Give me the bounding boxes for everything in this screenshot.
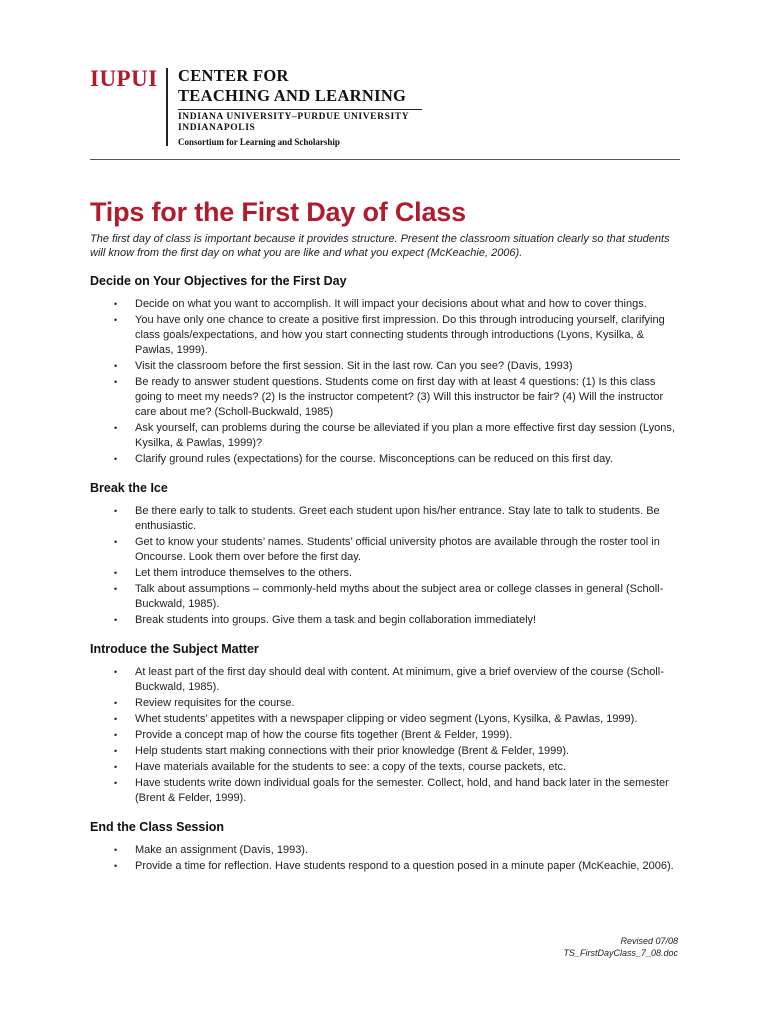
iupui-logo: IUPUI [90, 66, 158, 91]
bullet-icon: • [114, 615, 118, 625]
list-item [90, 859, 680, 874]
bullet-icon: • [114, 861, 118, 871]
list-item [90, 665, 680, 695]
bullet-icon: • [114, 714, 118, 724]
list-item-text: Have materials available for the students to see: a copy of the texts, course packets, etc. [135, 761, 567, 773]
logo-divider [166, 68, 168, 146]
list-item [90, 712, 680, 727]
list-item [90, 375, 680, 420]
bullet-icon: • [114, 730, 118, 740]
list-item-text: You have only one chance to create a positive first impression. Do this through introducing yourself, clarifying class goals/expectations, and how you start connecting students through introductions (Lyons, Kysilka, & Pawlas, 1999). [135, 314, 665, 356]
section-heading: End the Class Session [90, 820, 225, 834]
bullet-icon: • [114, 454, 118, 464]
list-item [90, 504, 680, 534]
list-item-text: Let them introduce themselves to the others. [135, 567, 353, 579]
consortium-line: Consortium for Learning and Scholarship [178, 137, 340, 147]
list-item [90, 421, 680, 451]
list-item [90, 566, 680, 581]
list-item-text: Provide a time for reflection. Have students respond to a question posed in a minute paper (McKeachie, 2006). [135, 860, 674, 872]
bullet-icon: • [114, 698, 118, 708]
header-divider [90, 159, 680, 160]
bullet-icon: • [114, 568, 118, 578]
bullet-icon: • [114, 762, 118, 772]
section-heading: Decide on Your Objectives for the First Day [90, 274, 347, 288]
list-item-text: Have students write down individual goals for the semester. Collect, hold, and hand back later in the semester (Brent & Felder, 1999). [135, 777, 669, 804]
file-name: TS_FirstDayClass_7_08.doc [563, 948, 678, 958]
list-item [90, 582, 680, 612]
list-item-text: Help students start making connections with their prior knowledge (Brent & Felder, 1999). [135, 745, 570, 757]
bullet-icon: • [114, 746, 118, 756]
list-item [90, 613, 680, 628]
list-item-text: Whet students’ appetites with a newspaper clipping or video segment (Lyons, Kysilka, & Pawlas, 1999). [135, 713, 638, 725]
list-item-text: At least part of the first day should deal with content. At minimum, give a brief overview of the course (Scholl-Buckwald, 1985). [135, 666, 664, 693]
letterhead [90, 66, 680, 162]
list-item-text: Review requisites for the course. [135, 697, 295, 709]
bullet-list [90, 843, 680, 874]
bullet-icon: • [114, 778, 118, 788]
bullet-icon: • [114, 377, 118, 387]
list-item-text: Decide on what you want to accomplish. It will impact your decisions about what and how to cover things. [135, 298, 647, 310]
list-item [90, 297, 680, 312]
list-item [90, 776, 680, 806]
bullet-list [90, 297, 680, 467]
list-item [90, 843, 680, 858]
list-item-text: Get to know your students’ names. Students’ official university photos are available through the roster tool in Oncourse. Look them over before the first day. [135, 536, 660, 563]
list-item-text: Make an assignment (Davis, 1993). [135, 844, 309, 856]
bullet-icon: • [114, 506, 118, 516]
bullet-icon: • [114, 315, 118, 325]
list-item-text: Break students into groups. Give them a task and begin collaboration immediately! [135, 614, 537, 626]
center-name-line-1: CENTER FOR [178, 66, 289, 85]
sections-container [90, 274, 680, 874]
bullet-icon: • [114, 584, 118, 594]
bullet-list [90, 504, 680, 628]
intro-paragraph: The first day of class is important because it provides structure. Present the classroom situation clearly so that students will know from the first day on what you are like and what you expect (McKeachie, 2006). [90, 233, 670, 259]
list-item-text: Be there early to talk to students. Greet each student upon his/her entrance. Stay late to talk to students. Be enthusiastic. [135, 505, 660, 532]
list-item-text: Talk about assumptions – commonly-held myths about the subject area or college classes in general (Scholl-Buckwald, 1985). [135, 583, 664, 610]
bullet-icon: • [114, 537, 118, 547]
list-item [90, 744, 680, 759]
bullet-icon: • [114, 423, 118, 433]
university-name [178, 112, 409, 134]
list-item-text: Ask yourself, can problems during the course be alleviated if you plan a more effective first day session (Lyons, Kysilka, & Pawlas, 1999)? [135, 422, 675, 449]
bullet-icon: • [114, 667, 118, 677]
list-item [90, 696, 680, 711]
list-item-text: Clarify ground rules (expectations) for the course. Misconceptions can be reduced on this first day. [135, 453, 613, 465]
list-item [90, 760, 680, 775]
bullet-list [90, 665, 680, 806]
list-item [90, 359, 680, 374]
document-footer [563, 935, 678, 959]
list-item-text: Be ready to answer student questions. Students come on first day with at least 4 questions: (1) Is this class going to meet my needs? (2) Is the instructor competent? (3) Will this instructor be fair? (4) Will the instructor care about me? (Scholl-Buckwald, 1985) [135, 376, 664, 418]
bullet-icon: • [114, 299, 118, 309]
page-title: Tips for the First Day of Class [90, 197, 466, 227]
list-item [90, 535, 680, 565]
center-name-line-2: TEACHING AND LEARNING [178, 86, 407, 105]
list-item [90, 728, 680, 743]
bullet-icon: • [114, 845, 118, 855]
section-heading: Introduce the Subject Matter [90, 642, 259, 656]
university-line-2: INDIANAPOLIS [178, 123, 256, 133]
center-name [178, 66, 406, 106]
list-item-text: Provide a concept map of how the course fits together (Brent & Felder, 1999). [135, 729, 513, 741]
bullet-icon: • [114, 361, 118, 371]
list-item-text: Visit the classroom before the first session. Sit in the last row. Can you see? (Davis, 1993) [135, 360, 573, 372]
center-name-underline [178, 109, 422, 110]
university-line-1: INDIANA UNIVERSITY–PURDUE UNIVERSITY [178, 112, 410, 122]
document-body [90, 192, 680, 875]
section-heading: Break the Ice [90, 481, 168, 495]
list-item [90, 452, 680, 467]
list-item [90, 313, 680, 358]
revised-date: Revised 07/08 [620, 936, 678, 946]
